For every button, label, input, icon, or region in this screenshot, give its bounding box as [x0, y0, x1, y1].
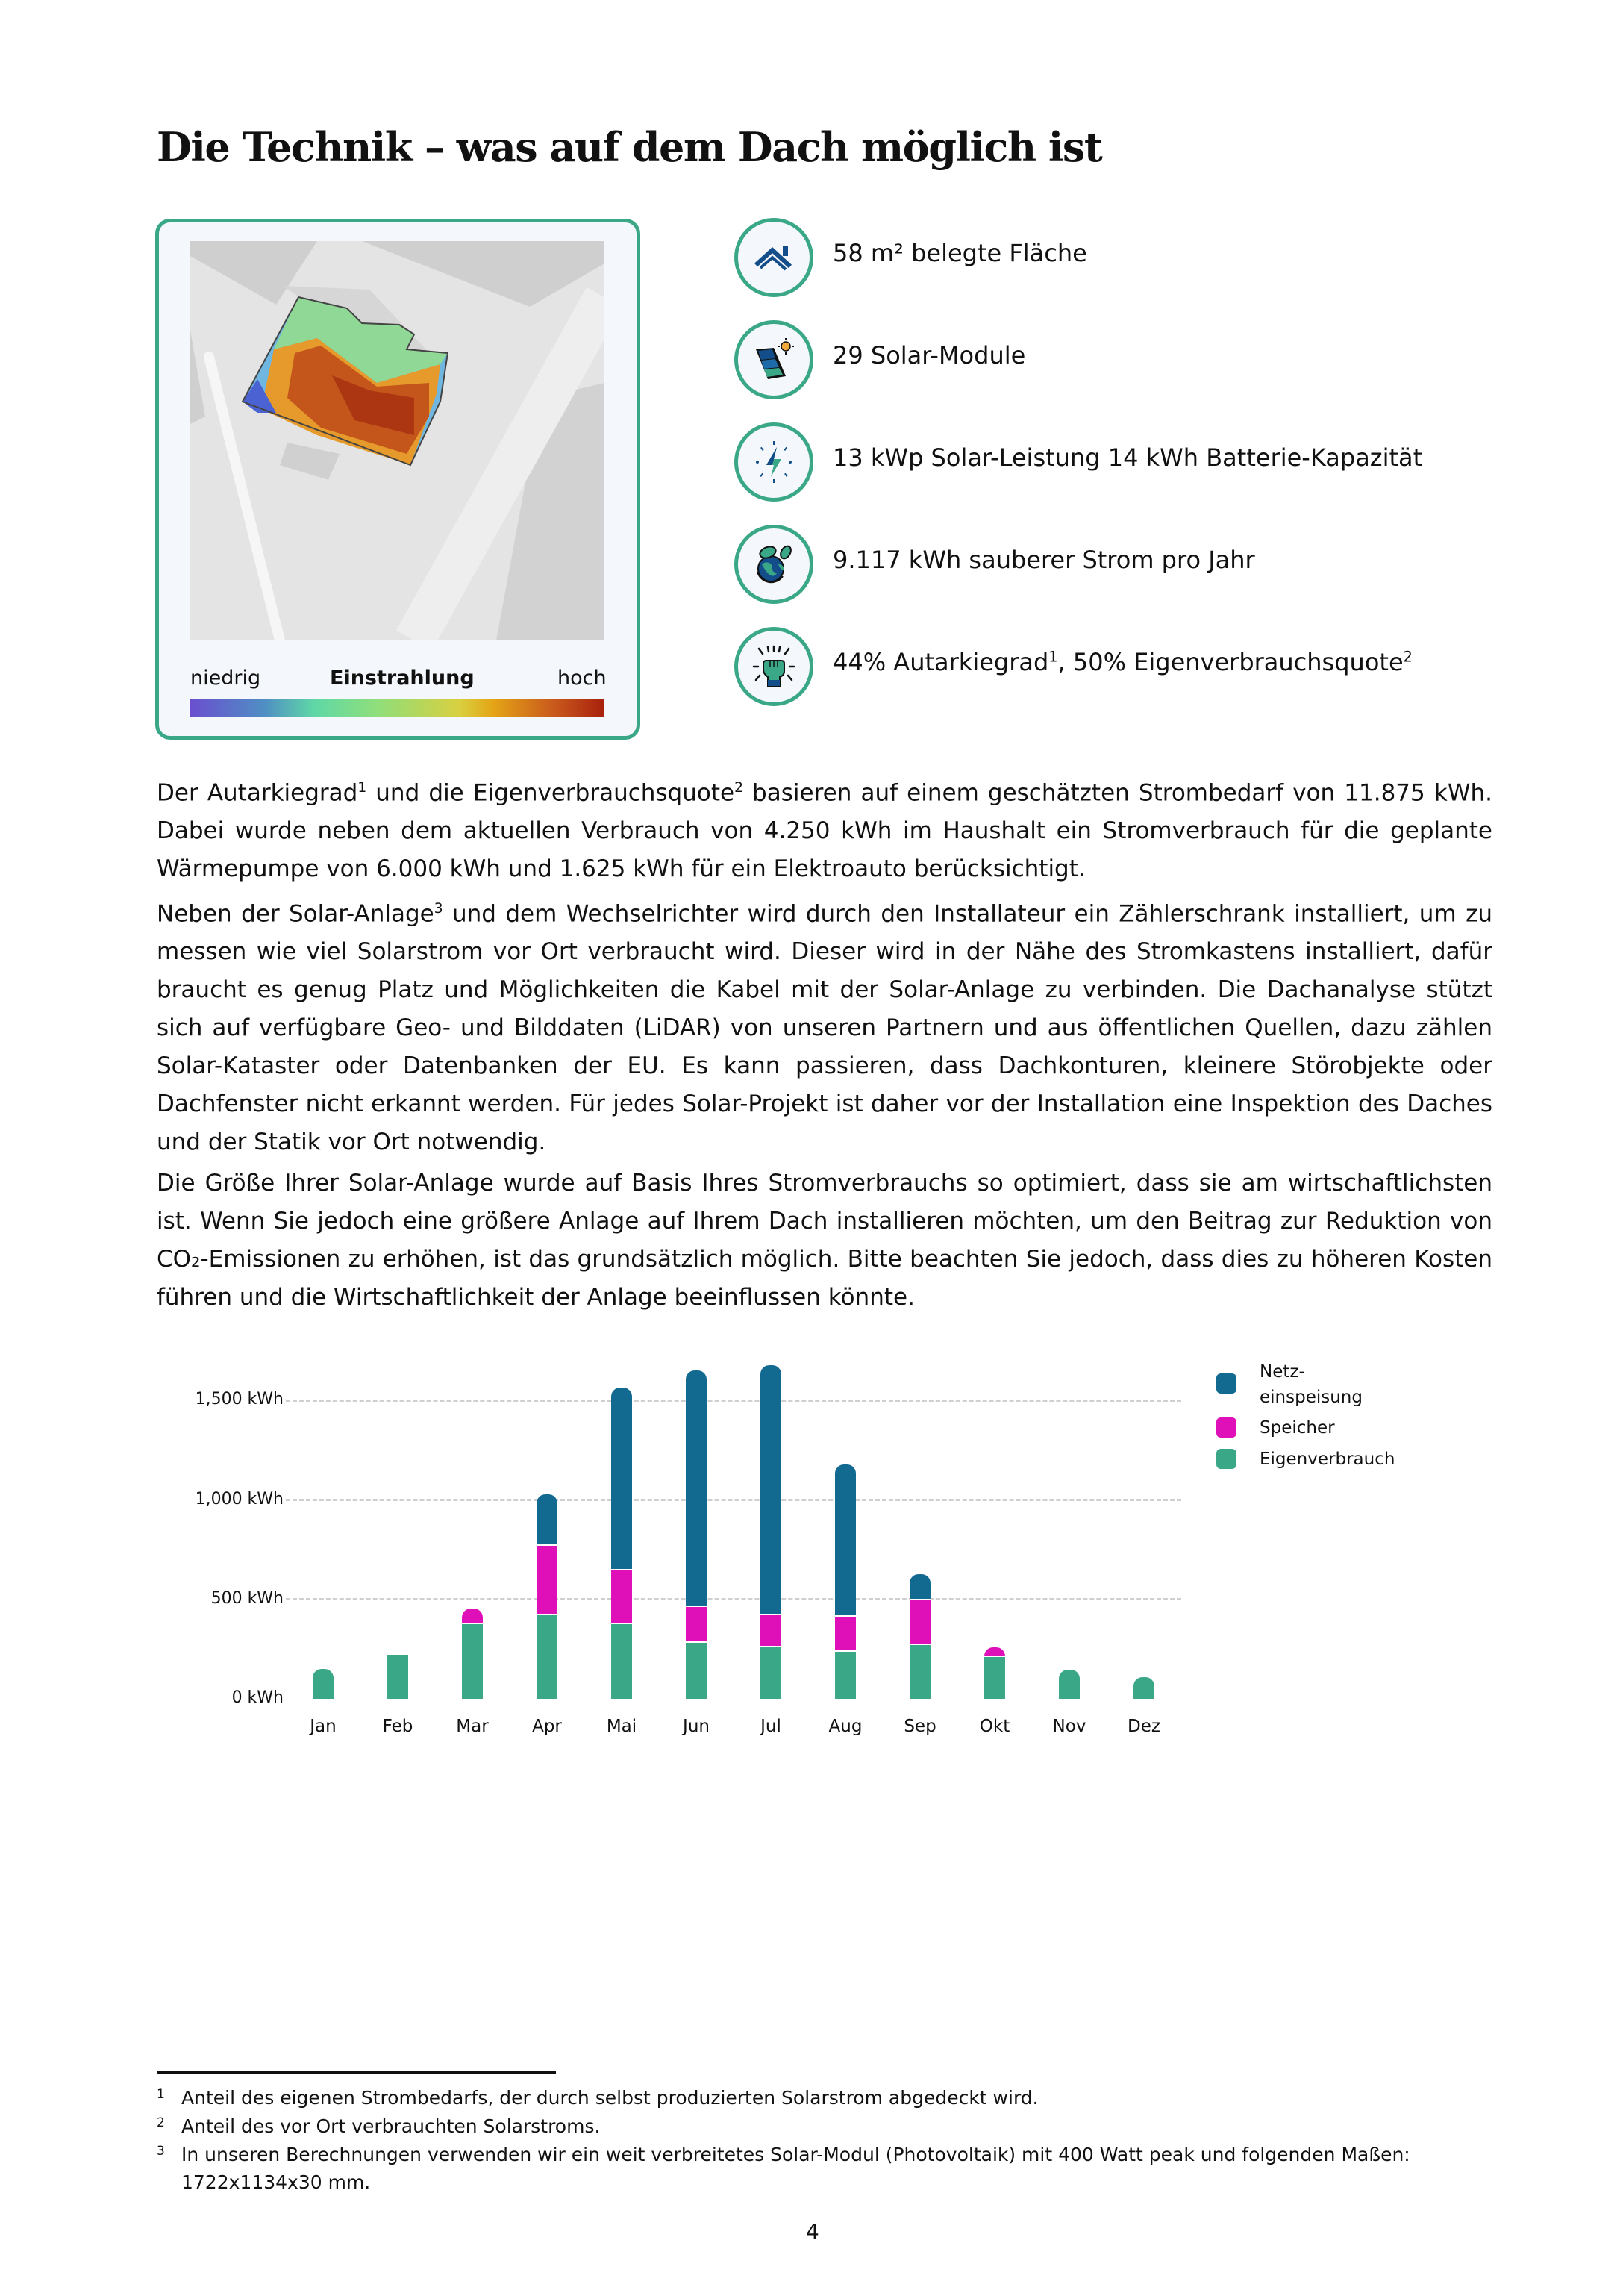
gridline [286, 1598, 1181, 1600]
bar-segment-speicher [984, 1647, 1005, 1657]
bars-area [0, 1358, 1194, 1699]
y-tick-label: 500 kWh [210, 1589, 284, 1608]
x-tick-label: Dez [1128, 1717, 1160, 1736]
footnote-ref[interactable]: 1 [1048, 648, 1058, 666]
x-tick-label: Aug [828, 1717, 863, 1736]
feature-power [734, 422, 1518, 502]
bar-nov [1059, 1670, 1080, 1699]
bar-jul [760, 1365, 781, 1699]
x-tick-label: Jul [760, 1717, 781, 1736]
bar-segment-netzeinspeisung [537, 1494, 557, 1546]
bar-segment-speicher [835, 1617, 856, 1652]
footnote-ref[interactable]: 2 [734, 780, 743, 796]
feature-text: 13 kWp Solar-Leistung 14 kWh Batterie-Kapazität [833, 443, 1423, 472]
x-tick-label: Okt [979, 1717, 1010, 1736]
legend-swatch-eigenverbrauch [1216, 1449, 1236, 1469]
y-tick-label: 0 kWh [231, 1688, 284, 1707]
bar-segment-speicher [462, 1609, 483, 1624]
bar-sep [910, 1574, 931, 1699]
bar-segment-eigenverbrauch [1133, 1677, 1154, 1699]
roof-icon [734, 218, 813, 297]
bar-mar [462, 1609, 483, 1699]
footnote-1: 1 Anteil des eigenen Strombedarfs, der durch selbst produzierten Solarstrom abgedeckt wird. [157, 2087, 1039, 2109]
y-tick-label: 1,000 kWh [195, 1490, 284, 1509]
bar-segment-speicher [686, 1607, 707, 1643]
bar-apr [537, 1494, 557, 1699]
footnote-ref[interactable]: 1 [357, 780, 367, 796]
x-tick-label: Mar [456, 1717, 489, 1736]
page-number: 4 [806, 2219, 819, 2244]
lightning-icon [734, 422, 813, 502]
feature-text: 44% Autarkiegrad$^1$, 50% Eigenverbrauchsquote$^2$ [833, 648, 1413, 676]
legend-label-speicher: Speicher [1260, 1418, 1335, 1438]
bar-segment-eigenverbrauch [984, 1657, 1005, 1699]
feature-text: 58 m² belegte Fläche [833, 239, 1087, 267]
bar-dez [1133, 1677, 1154, 1699]
irradiance-gradient-bar [190, 699, 604, 717]
bar-segment-eigenverbrauch [760, 1647, 781, 1699]
bar-segment-eigenverbrauch [611, 1624, 632, 1699]
x-tick-label: Apr [532, 1717, 562, 1736]
raised-fist-icon [734, 627, 813, 706]
bar-segment-netzeinspeisung [835, 1464, 856, 1617]
bar-feb [387, 1653, 408, 1699]
bar-segment-eigenverbrauch [537, 1615, 557, 1699]
bar-segment-eigenverbrauch [835, 1652, 856, 1699]
feature-text: 9.117 kWh sauberer Strom pro Jahr [833, 546, 1255, 574]
legend-low-label: niedrig [190, 667, 261, 690]
legend-label-netzeinspeisung: Netz- einspeisung [1260, 1362, 1363, 1407]
x-tick-label: Jan [310, 1717, 337, 1736]
bar-jun [686, 1370, 707, 1699]
paragraph-installation: Neben der Solar-Anlage$^3$ und dem Wechselrichter wird durch den Installateur ein Zählerschrank installiert, um zu messen wie viel Solarstrom vor Ort verbraucht wird. Dieser wird in der Nähe des Stromkastens installiert, dafür braucht es genug Platz und Möglichkeiten die Kabel mit der Solar-Anlage zu verbinden. Die Dachanalyse stützt sich auf verfügbare Geo- und Bilddaten (LiDAR) von unseren Partnern und aus öffentlichen Quellen, dazu zählen Solar-Kataster oder Datenbanken der EU. Es kann passieren, dass Dachkonturen, kleinere Störobjekte oder Dachfenster nicht erkannt werden. Für jedes Solar-Projekt ist daher vor der Installation eine Inspektion des Daches und der Statik vor Ort notwendig. [157, 900, 1492, 1156]
x-tick-label: Mai [606, 1717, 637, 1736]
bar-segment-eigenverbrauch [313, 1669, 334, 1699]
footnote-ref[interactable]: 3 [434, 901, 443, 917]
page-title: Die Technik – was auf dem Dach möglich ist [157, 123, 1102, 171]
gridline [286, 1400, 1181, 1402]
paragraph-sizing: Die Größe Ihrer Solar-Anlage wurde auf Basis Ihres Stromverbrauchs so optimiert, dass sie am wirtschaftlichsten ist. Wenn Sie jedoch eine größere Anlage auf Ihrem Dach installieren möchten, um den Beitrag zur Reduktion von CO₂-Emissionen zu erhöhen, ist das grundsätzlich möglich. Bitte beachten Sie jedoch, dass dies zu höheren Kosten führen und die Wirtschaftlichkeit der Anlage beeinflussen könnte. [157, 1170, 1492, 1311]
bar-segment-speicher [537, 1546, 557, 1615]
bar-segment-speicher [760, 1615, 781, 1647]
bar-segment-speicher [387, 1653, 408, 1655]
feature-autarky [734, 627, 1518, 706]
x-tick-label: Feb [382, 1717, 413, 1736]
footnote-divider [157, 2071, 556, 2074]
bar-segment-eigenverbrauch [686, 1643, 707, 1699]
map-image [190, 241, 604, 640]
solar-panel-icon [734, 320, 813, 399]
bar-jan [313, 1669, 334, 1699]
legend-high-label: hoch [557, 667, 607, 690]
feature-modules [734, 320, 1518, 399]
bar-aug [835, 1464, 856, 1699]
gridline [286, 1499, 1181, 1501]
x-tick-label: Jun [683, 1717, 710, 1736]
x-tick-label: Nov [1052, 1717, 1086, 1736]
bar-segment-eigenverbrauch [1059, 1670, 1080, 1699]
bar-segment-netzeinspeisung [686, 1370, 707, 1607]
legend-label-eigenverbrauch: Eigenverbrauch [1260, 1450, 1395, 1469]
bar-segment-netzeinspeisung [910, 1574, 931, 1600]
bar-segment-netzeinspeisung [611, 1388, 632, 1570]
x-tick-label: Sep [904, 1717, 936, 1736]
legend-swatch-speicher [1216, 1417, 1236, 1438]
earth-leaves-icon [734, 525, 813, 604]
feature-text: 29 Solar-Module [833, 341, 1026, 369]
bar-segment-eigenverbrauch [387, 1655, 408, 1699]
bar-segment-speicher [611, 1570, 632, 1624]
bar-mai [611, 1388, 632, 1699]
footnote-ref[interactable]: 2 [1403, 648, 1413, 666]
legend-swatch-netzeinspeisung [1216, 1373, 1236, 1394]
y-tick-label: 1,500 kWh [195, 1390, 284, 1409]
footnote-3: 3 In unseren Berechnungen verwenden wir ein weit verbreitetes Solar-Modul (Photovoltaik) mit 400 Watt peak und folgenden Maßen: 1722x1134x30 mm. [157, 2144, 1410, 2193]
bar-segment-eigenverbrauch [462, 1624, 483, 1699]
feature-clean-power [734, 525, 1518, 604]
paragraph-demand: Der Autarkiegrad$^1$ und die Eigenverbrauchsquote$^2$ basieren auf einem geschätzten Strombedarf von 11.875 kWh. Dabei wurde neben dem aktuellen Verbrauch von 4.250 kWh im Haushalt ein Stromverbrauch für die geplante Wärmepumpe von 6.000 kWh und 1.625 kWh für ein Elektroauto berücksichtigt. [157, 779, 1492, 883]
footnote-2: 2 Anteil des vor Ort verbrauchten Solarstroms. [157, 2115, 601, 2137]
legend-title: Einstrahlung [330, 667, 475, 690]
roof-irradiance-map [190, 241, 604, 640]
bar-okt [984, 1647, 1005, 1699]
bar-segment-eigenverbrauch [910, 1645, 931, 1699]
feature-area [734, 218, 1518, 297]
bar-segment-netzeinspeisung [760, 1365, 781, 1615]
bar-segment-speicher [910, 1600, 931, 1645]
